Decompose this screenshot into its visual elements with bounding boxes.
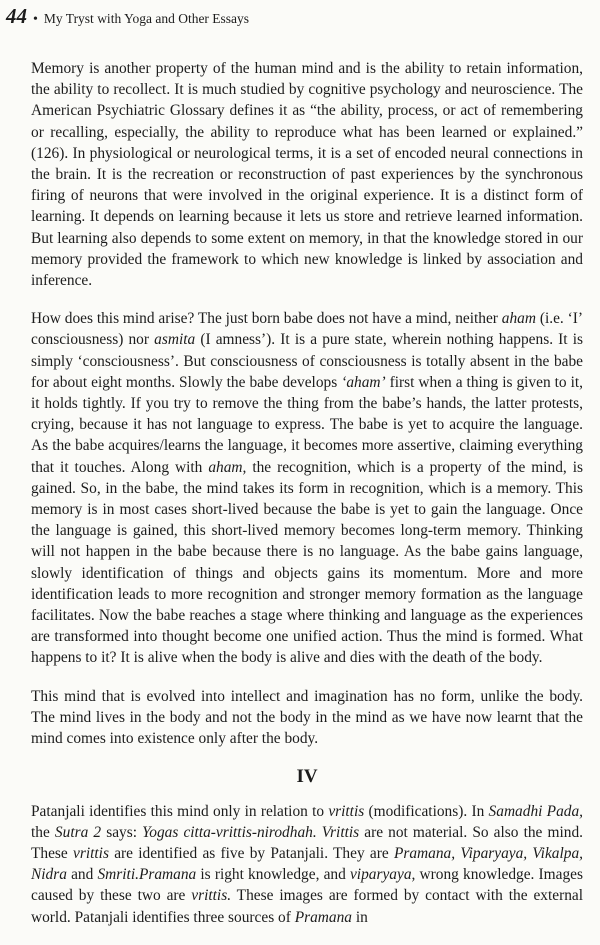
term-aham-quoted: ‘aham’	[341, 373, 386, 391]
term-five-vrittis: Pramana, Viparyaya, Vikalpa, Nidra	[31, 844, 583, 884]
paragraph-mind-form: This mind that is evolved into intellect and imagination has no form, unlike the body. The mind lives in the body and not the body in the mind as we have now learnt that the mind comes into existence only after the body.	[31, 687, 583, 748]
page-body	[31, 58, 583, 945]
term-yogas-sutra: Yogas citta-vrittis-nirodhah. Vrittis	[142, 823, 360, 841]
term-smriti-pramana: Smriti.Pramana	[97, 866, 197, 884]
term-vrittis-3: vrittis.	[191, 887, 232, 905]
header-bullet: •	[33, 12, 38, 27]
term-aham-2: aham,	[208, 458, 247, 476]
term-pramana: Pramana	[294, 908, 352, 926]
running-title: My Tryst with Yoga and Other Essays	[43, 11, 250, 26]
paragraph-patanjali: Patanjali identifies this mind only in relation to vrittis (modifications). In Samadhi Pada, the Sutra 2 says: Yogas citta-vrittis-nirodhah. Vrittis are not material. So also the mind. These vrittis are identified as five by Patanjali. They are Pramana, Viparyaya, Vikalpa, Nidra and Smriti.Pramana is right knowledge, and viparyaya, wrong knowledge. Images caused by these two are vrittis. These images are formed by contact with the external world. Patanjali identifies three sources of Pramana in	[31, 802, 584, 926]
term-vrittis: vrittis	[328, 802, 365, 820]
term-asmita: asmita	[154, 331, 196, 349]
paragraph-memory: Memory is another property of the human mind and is the ability to retain information, the ability to recollect. It is much studied by cognitive psychology and neuroscience. The American Psychiatric Glossary defines it as “the ability, process, or act of remembering or recalling, especially, the ability to reproduce what has been learned or explained.” (126). In physiological or neurological terms, it is a set of encoded neural connections in the brain. It is the recreation or reconstruction of past experiences by the synchronous firing of neurons that were involved in the original experience. It is a distinct form of learning. It depends on learning because it lets us store and retrieve learned information. But learning also depends to some extent on memory, in that the knowledge stored in our memory provided the framework to which new knowledge is linked by association and inference.	[31, 60, 583, 290]
page-number: 44	[6, 4, 27, 28]
term-samadhi-pada: Samadhi Pada,	[488, 802, 583, 820]
term-aham: aham	[501, 310, 536, 328]
section-heading: IV	[296, 766, 318, 788]
paragraph-mind-arise: How does this mind arise? The just born babe does not have a mind, neither aham (i.e. ‘I’ consciousness) nor asmita (I amness’). It is a pure state, wherein nothing happens. It is simply ‘consciousness’. But consciousness of consciousness is totally absent in the babe for about eight months. Slowly the babe develops ‘aham’ first when a thing is given to it, it holds tightly. If you try to remove the thing from the babe’s hands, the latter protests, crying, because it has not language to express. The babe is yet to acquire the language. As the babe acquires/learns the language, it becomes more assertive, claiming everything that it touches. Along with aham, the recognition, which is a property of the mind, is gained. So, in the babe, the mind takes its form in recognition, which is a memory. This memory is in most cases short-lived because the babe is yet to gain the language. Once the language is gained, this short-lived memory becomes long-term memory. Thinking will not happen in the babe because there is no language. As the babe gains language, slowly identification of things and objects gains its momentum. More and more identification leads to more recognition and stronger memory formation as the language facilitates. Now the babe reaches a stage where thinking and language as the experiences are transformed into thought become one unified action. Thus the mind is formed. What happens to it? It is alive when the body is alive and dies with the death of the body.	[31, 310, 583, 667]
term-sutra-2: Sutra 2	[54, 823, 102, 841]
term-vrittis-2: vrittis	[73, 844, 109, 862]
term-viparyaya: viparyaya,	[349, 866, 416, 884]
running-header	[6, 4, 249, 29]
